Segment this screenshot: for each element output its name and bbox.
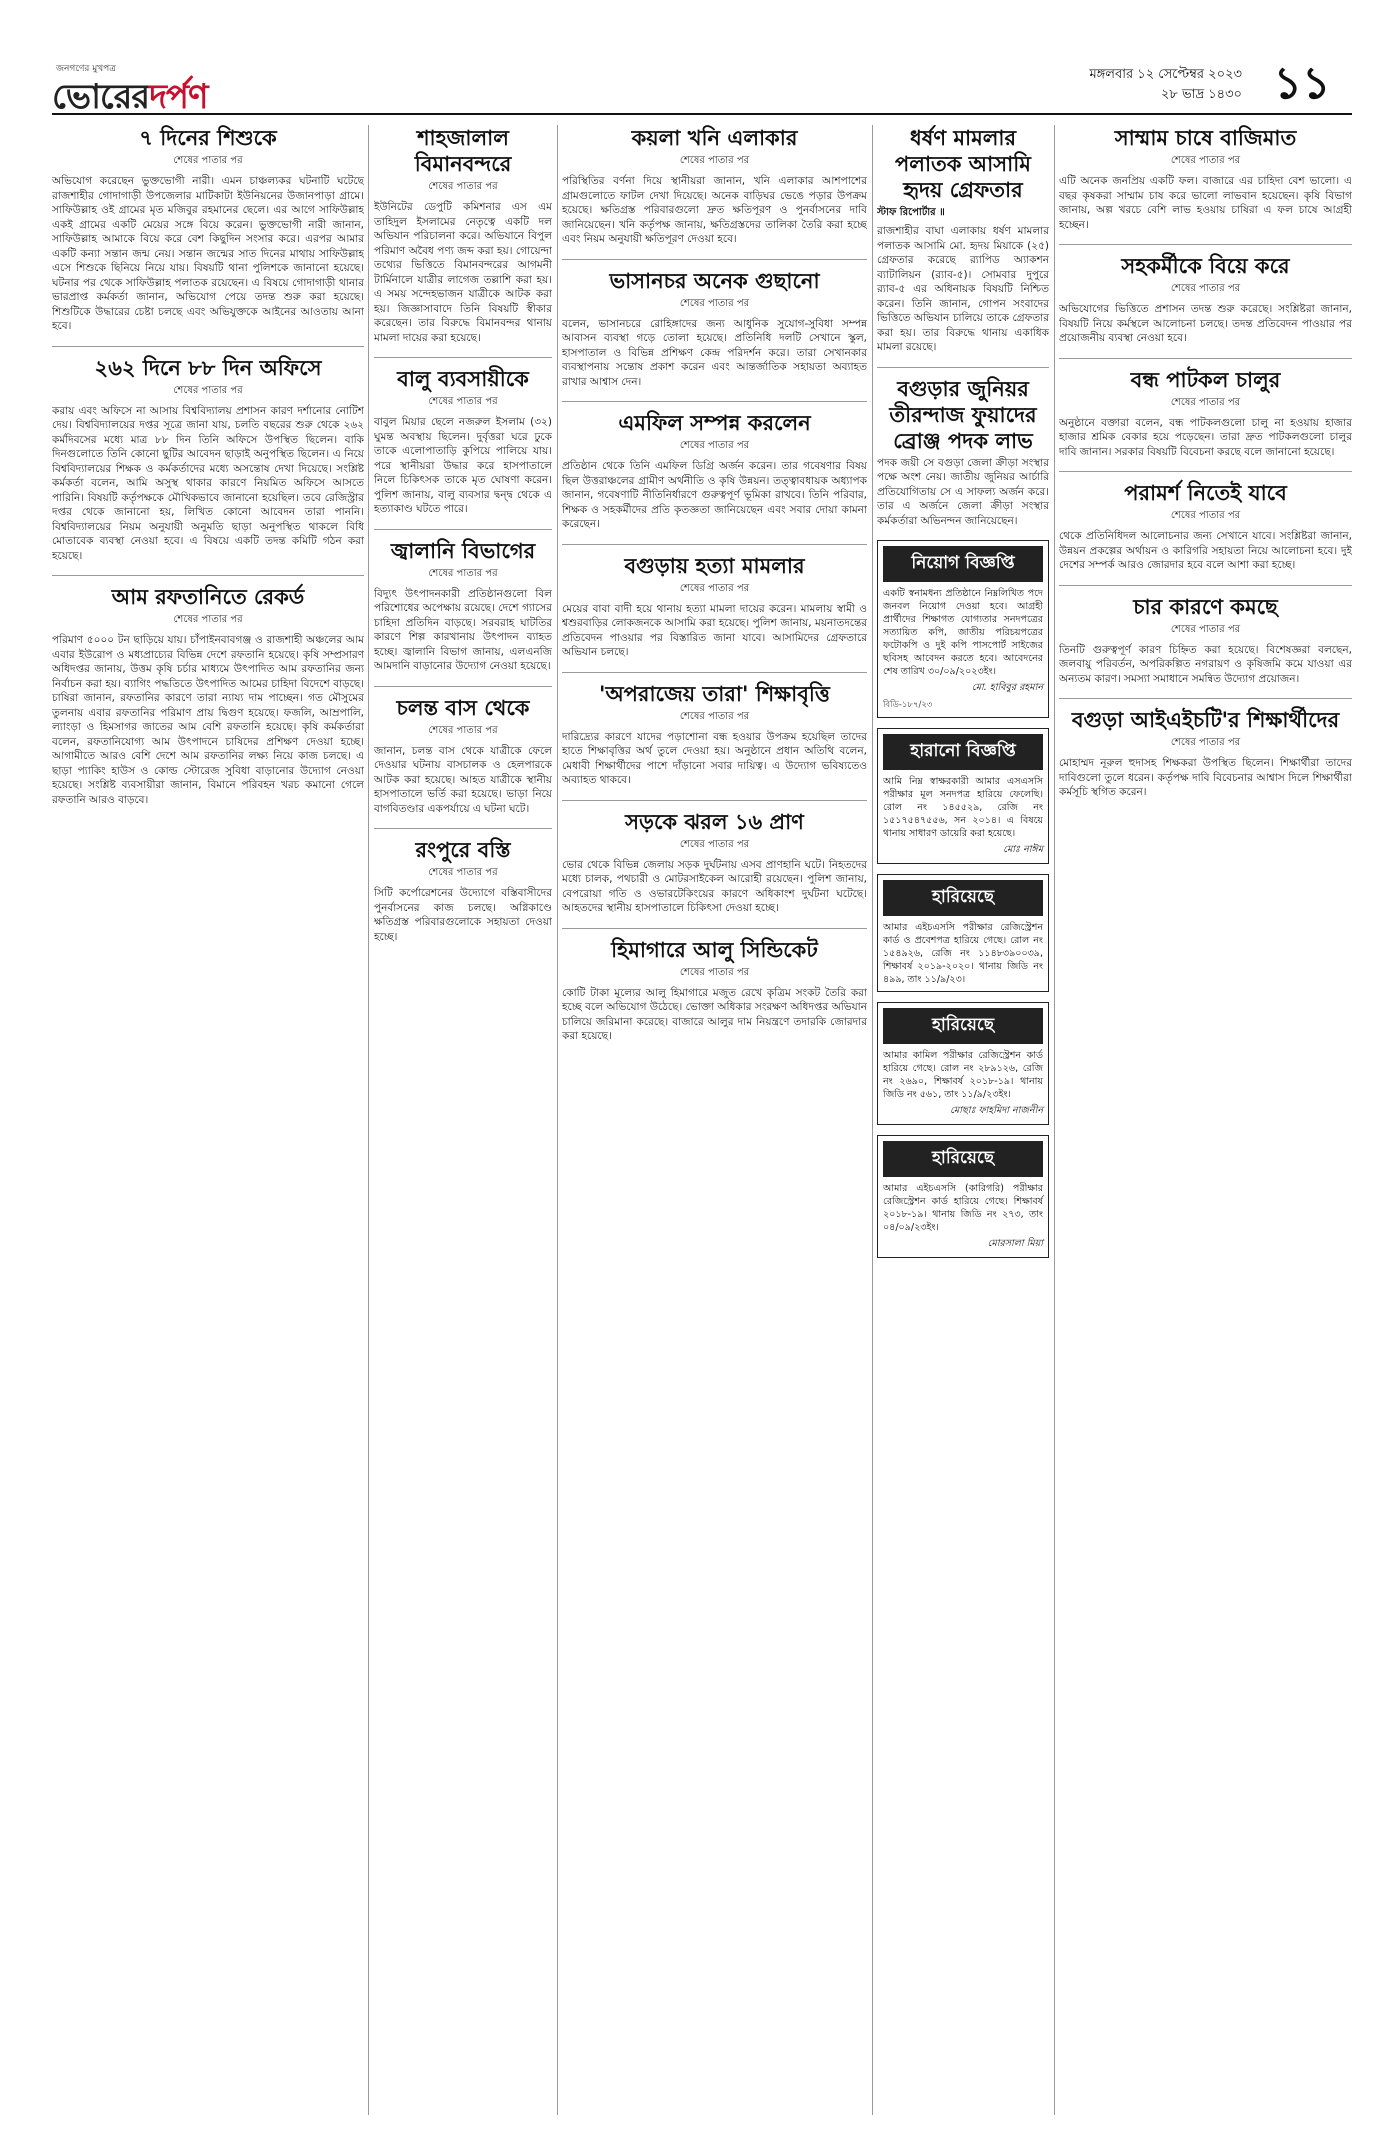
news-story	[1059, 125, 1352, 232]
story-headline: 'অপরাজেয় তারা' শিক্ষাবৃত্তি	[599, 680, 830, 706]
newspaper-logo	[52, 61, 287, 117]
story-separator	[1059, 358, 1352, 359]
story-separator	[562, 672, 867, 673]
story-headline: বগুড়ায় হত্যা মামলার	[624, 552, 805, 578]
classified-ad-body: আমি নিম্ন স্বাক্ষরকারী আমার এসএসসি পরীক্ষার মূল সনদপত্র হারিয়ে ফেলেছি। রোল নং ১৪৫৫২৯, রেজি নং ১৫১৭৫৪৭৫৫৬, সন ২০১৪। এ বিষয়ে থানায় সাধারণ ডায়েরি করা হয়েছে।	[883, 776, 1043, 839]
story-separator	[877, 367, 1049, 368]
column-divider	[557, 125, 558, 2115]
story-body: অনুষ্ঠানে বক্তারা বলেন, বন্ধ পাটকলগুলো চালু না হওয়ায় হাজার হাজার শ্রমিক বেকার হয়ে পড়েছেন। তারা দ্রুত পাটকলগুলো চালুর দাবি জানান। সরকার বিষয়টি বিবেচনা করছে বলে জানানো হয়েছে।	[1059, 416, 1352, 458]
story-body: পরিমাণ ৫০০০ টন ছাড়িয়ে যায়। চাঁপাইনবাবগঞ্জ ও রাজশাহী অঞ্চলের আম এবার ইউরোপ ও মধ্যপ্রাচ্যের বিভিন্ন দেশে রফতানি হয়েছে। কৃষি সম্প্রসারণ অধিদপ্তর জানায়, উত্তম কৃষি চর্চার মাধ্যমে উৎপাদিত আম রফতানির জন্য নির্বাচন করা হয়। ব্যাগিং পদ্ধতিতে উৎপাদিত আমের চাহিদা বিদেশে বাড়ছে। চাষিরা জানান, রফতানির কারণে তারা ন্যায্য দাম পাচ্ছেন। গত মৌসুমের তুলনায় এবার রফতানির পরিমাণ প্রায় দ্বিগুণ হয়েছে। ফজলি, আম্রপালি, ল্যাংড়া ও হিমসাগর জাতের আম বেশি রফতানি হয়েছে। কৃষি কর্মকর্তারা বলেন, রফতানিযোগ্য আম উৎপাদনে চাষিদের প্রশিক্ষণ দেওয়া হচ্ছে। আগামীতে আরও বেশি দেশে আম রফতানির লক্ষ্য নিয়ে কাজ চলছে। এ ছাড়া প্যাকিং হাউস ও কোল্ড স্টোরেজ সুবিধা বাড়ানোর উদ্যোগ নেওয়া হয়েছে। সংশ্লিষ্ট ব্যবসায়ীরা জানান, বিমানে পরিবহন খরচ কমানো গেলে রফতানি আরও বাড়বে।	[52, 634, 364, 806]
classified-ad-title: হারানো বিজ্ঞপ্তি	[883, 734, 1043, 770]
classified-ad-body: আমার কামিল পরীক্ষার রেজিস্ট্রেশন কার্ড হারিয়ে গেছে। রোল নং ২৮৯১২৬, রেজি নং ২৬৯০, শিক্ষাবর্ষ ২০১৮-১৯। থানায় জিডি নং ৫৬১, তাং ১১/৯/২৩ইং।	[883, 1050, 1043, 1100]
story-separator	[52, 575, 364, 576]
story-jump-line: শেষের পাতার পর	[679, 966, 750, 978]
story-body: এটি অনেক জনপ্রিয় একটি ফল। বাজারে এর চাহিদা বেশ ভালো। এ বছর কৃষকরা সাম্মাম চাষ করে ভালো লাভবান হয়েছেন। কৃষি বিভাগ জানায়, অল্প খরচে বেশি লাভ হওয়ায় চাষিরা এ ফল চাষে আগ্রহী হচ্ছেন।	[1059, 175, 1352, 231]
story-jump-line: শেষের পাতার পর	[173, 155, 243, 166]
story-jump-line: শেষের পাতার পর	[428, 724, 498, 736]
story-body: ভোর থেকে বিভিন্ন জেলায় সড়ক দুর্ঘটনায় এসব প্রাণহানি ঘটে। নিহতদের মধ্যে চালক, পথচারী ও মোটরসাইকেল আরোহী রয়েছেন। পুলিশ জানায়, বেপরোয়া গতি ও ওভারটেকিংয়ের কারণে অধিকাংশ দুর্ঘটনা ঘটেছে। আহতদের স্থানীয় হাসপাতালে চিকিৎসা দেওয়া হচ্ছে।	[562, 858, 867, 914]
story-jump-line: শেষের পাতার পর	[428, 567, 498, 579]
classified-ad-signature: মোঃ নাঈম	[1003, 844, 1043, 855]
story-separator	[1059, 698, 1352, 699]
column-4	[877, 125, 1049, 2115]
story-headline: সড়কে ঝরল ১৬ প্রাণ	[625, 808, 804, 834]
news-story	[877, 125, 1049, 355]
story-body: প্রতিষ্ঠান থেকে তিনি এমফিল ডিগ্রি অর্জন করেন। তার গবেষণার বিষয় ছিল উত্তরাঞ্চলের গ্রামীণ অর্থনীতি ও কৃষি উন্নয়ন। তত্ত্বাবধায়ক অধ্যাপক জানান, গবেষণাটি নীতিনির্ধারণে গুরুত্বপূর্ণ ভূমিকা রাখবে। তিনি পরিবার, শিক্ষক ও সহকর্মীদের প্রতি কৃতজ্ঞতা জানিয়েছেন এবং সবার দোয়া কামনা করেছেন।	[562, 460, 867, 530]
news-story	[562, 681, 867, 788]
story-body: পদক জয়ী সে বগুড়া জেলা ক্রীড়া সংস্থার পক্ষে অংশ নেয়। জাতীয় জুনিয়র আর্চারি প্রতিযোগিতায় সে এ সাফল্য অর্জন করে। তার এ অর্জনে জেলা ক্রীড়া সংস্থার কর্মকর্তারা অভিনন্দন জানিয়েছেন।	[877, 456, 1049, 527]
story-separator	[562, 800, 867, 801]
news-story	[1059, 253, 1352, 346]
story-jump-line: শেষের পাতার পর	[173, 384, 243, 396]
logo-wordmark	[52, 71, 208, 128]
story-headline: হিমাগারে আলু সিন্ডিকেট	[611, 936, 818, 962]
classified-ad	[877, 1002, 1049, 1125]
story-headline: পরামর্শ নিতেই যাবে	[1124, 480, 1287, 505]
story-body: বাবুল মিয়ার ছেলে নজরুল ইসলাম (৩২) ঘুমন্ত অবস্থায় ছিলেন। দুর্বৃত্তরা ঘরে ঢুকে তাকে এলোপাতাড়ি কুপিয়ে পালিয়ে যায়। পরে স্থানীয়রা উদ্ধার করে হাসপাতালে নিলে চিকিৎসক তাকে মৃত ঘোষণা করেন। পুলিশ জানায়, বালু ব্যবসার দ্বন্দ্ব থেকে এ হত্যাকাণ্ড ঘটতে পারে।	[374, 416, 552, 515]
classified-ad-title: নিয়োগ বিজ্ঞপ্তি	[883, 546, 1043, 582]
date-gregorian: মঙ্গলবার ১২ সেপ্টেম্বর ২০২৩	[1089, 67, 1242, 82]
story-headline: চলন্ত বাস থেকে	[396, 694, 530, 720]
news-story	[562, 553, 867, 660]
story-separator	[562, 544, 867, 545]
story-jump-line: শেষের পাতার পর	[679, 838, 750, 850]
column-divider	[368, 125, 369, 2115]
classified-ad-body: আমার এইচএসসি (কারিগরি) পরীক্ষার রেজিস্ট্রেশন কার্ড হারিয়ে গেছে। শিক্ষাবর্ষ ২০১৮-১৯। থানায় জিডি নং ২৭৩, তাং ০৪/০৯/২৩ইং।	[883, 1183, 1043, 1233]
story-headline: বগুড়ার জুনিয়র তীরন্দাজ ফুয়াদের ব্রোঞ্জ পদক লাভ	[889, 375, 1037, 453]
news-story	[1059, 367, 1352, 460]
story-byline: স্টাফ রিপোর্টার ॥	[877, 207, 945, 218]
story-body: বলেন, ভাসানচরে রোহিঙ্গাদের জন্য আধুনিক সুযোগ-সুবিধা সম্পন্ন আবাসন ব্যবস্থা গড়ে তোলা হয়েছে। প্রতিনিধি দলটি সেখানে স্কুল, হাসপাতাল ও বিভিন্ন প্রশিক্ষণ কেন্দ্র পরিদর্শন করে। তারা সেখানকার ব্যবস্থাপনায় সন্তোষ প্রকাশ করেন এবং আন্তর্জাতিক সহায়তা অব্যাহত রাখার আশ্বাস দেন।	[562, 317, 867, 388]
story-jump-line: শেষের পাতার পর	[1170, 283, 1241, 294]
story-jump-line: শেষের পাতার পর	[679, 440, 750, 451]
story-separator	[1059, 244, 1352, 245]
story-headline: এমফিল সম্পন্ন করলেন	[618, 410, 811, 435]
story-headline: বালু ব্যবসায়ীকে	[397, 366, 529, 391]
story-separator	[374, 529, 552, 530]
story-jump-line: শেষের পাতার পর	[1170, 155, 1241, 166]
story-jump-line: শেষের পাতার পর	[1170, 737, 1241, 748]
column-divider	[872, 125, 873, 2115]
story-headline: ধর্ষণ মামলার পলাতক আসামি হৃদয় গ্রেফতার	[895, 125, 1031, 202]
story-headline: শাহজালাল বিমানবন্দরে	[414, 125, 512, 176]
story-headline: ৭ দিনের শিশুকে	[139, 125, 277, 150]
story-separator	[562, 928, 867, 929]
story-body: মেয়ের বাবা বাদী হয়ে থানায় হত্যা মামলা দায়ের করেন। মামলায় স্বামী ও শ্বশুরবাড়ির লোকজনকে আসামি করা হয়েছে। পুলিশ জানায়, ময়নাতদন্তের প্রতিবেদন পাওয়ার পর বিস্তারিত জানা যাবে। আসামিদের গ্রেফতারে অভিযান চলছে।	[562, 602, 867, 658]
issue-date	[1089, 65, 1242, 105]
news-story	[877, 376, 1049, 529]
logo-part-2: দর্পণ	[149, 77, 208, 117]
story-body: বিদ্যুৎ উৎপাদনকারী প্রতিষ্ঠানগুলো বিল পরিশোধের অপেক্ষায় রয়েছে। দেশে গ্যাসের চাহিদা প্রতিদিন বাড়ছে। সরবরাহ ঘাটতির কারণে শিল্প কারখানায় উৎপাদন ব্যাহত হচ্ছে। জ্বালানি বিভাগ জানায়, এলএনজি আমদানি বাড়ানোর উদ্যোগ নেওয়া হয়েছে।	[374, 587, 552, 672]
news-story	[52, 584, 364, 807]
classified-ad-code: বিডি-১৮৭/২৩	[883, 700, 933, 710]
column-1	[52, 125, 364, 2115]
story-body: তিনটি গুরুত্বপূর্ণ কারণ চিহ্নিত করা হয়েছে। বিশেষজ্ঞরা বলছেন, জলবায়ু পরিবর্তন, অপরিকল্পিত নগরায়ণ ও কৃষিজমি কমে যাওয়া এর অন্যতম কারণ। সমস্যা সমাধানে সমন্বিত উদ্যোগ প্রয়োজন।	[1059, 643, 1352, 685]
story-headline: চার কারণে কমছে	[1133, 593, 1278, 619]
story-body: থেকে প্রতিনিধিদল আলোচনার জন্য সেখানে যাবে। সংশ্লিষ্টরা জানান, উন্নয়ন প্রকল্পের অর্থায়ন ও কারিগরি সহায়তা নিয়ে আলোচনা হবে। দুই দেশের সম্পর্ক আরও জোরদার হবে বলে আশা করা হচ্ছে।	[1059, 530, 1352, 571]
story-body: ইউনিটের ডেপুটি কমিশনার এস এম তাহিদুল ইসলামের নেতৃত্বে একটি দল অভিযান পরিচালনা করে। অভিযানে বিপুল পরিমাণ অবৈধ পণ্য জব্দ করা হয়। গোয়েন্দা তথ্যের ভিত্তিতে বিমানবন্দরের আগমনী টার্মিনালে যাত্রীর লাগেজ তল্লাশি করা হয়। এ সময় সন্দেহভাজন যাত্রীকে আটক করা হয়। জিজ্ঞাসাবাদে তিনি বিষয়টি স্বীকার করেছেন। তার বিরুদ্ধে বিমানবন্দর থানায় মামলা দায়ের করা হয়েছে।	[374, 201, 552, 344]
classified-ad	[877, 874, 1049, 992]
news-story	[374, 695, 552, 817]
story-headline: রংপুরে বস্তি	[415, 837, 511, 862]
story-body: মোহাম্মদ নূরুল হুদাসহ শিক্ষকরা উপস্থিত ছিলেন। শিক্ষার্থীরা তাদের দাবিগুলো তুলে ধরেন। কর্তৃপক্ষ দাবি বিবেচনার আশ্বাস দিলে শিক্ষার্থীরা কর্মসূচি স্থগিত করেন।	[1059, 757, 1352, 798]
story-jump-line: শেষের পাতার পর	[428, 181, 498, 192]
story-separator	[374, 357, 552, 358]
story-jump-line: শেষের পাতার পর	[679, 297, 750, 309]
story-body: সিটি কর্পোরেশনের উদ্যোগে বস্তিবাসীদের পুনর্বাসনের কাজ চলছে। অগ্নিকাণ্ডে ক্ষতিগ্রস্ত পরিবারগুলোকে সহায়তা দেওয়া হচ্ছে।	[374, 887, 552, 943]
story-jump-line: শেষের পাতার পর	[1170, 396, 1241, 408]
classified-ad-signature: মো. হাবিবুর রহমান	[971, 682, 1043, 693]
story-headline: আম রফতানিতে রেকর্ড	[111, 584, 305, 609]
story-jump-line: শেষের পাতার পর	[1170, 510, 1241, 521]
news-story	[374, 125, 552, 345]
story-jump-line: শেষের পাতার পর	[679, 710, 750, 722]
news-story	[52, 125, 364, 334]
classified-ad	[877, 1135, 1049, 1258]
story-headline: জ্বালানি বিভাগের	[390, 537, 536, 563]
story-body: অভিযোগ করেছেন ভুক্তভোগী নারী। এমন চাঞ্চল্যকর ঘটনাটি ঘটেছে রাজশাহীর গোদাগাড়ী উপজেলার মাটিকাটা ইউনিয়নের উজানপাড়া গ্রামে। সাফিউল্লাহ ওই গ্রামের মৃত মজিবুর রহমানের ছেলে। এর আগে সাফিউল্লাহ একই গ্রামের একটি মেয়ের সঙ্গে বিয়ে করেন। ভুক্তভোগী নারী জানান, সাফিউল্লাহ আমাকে বিয়ে করে বেশ কিছুদিন সংসার করে। এরপর আমার একটি কন্যা সন্তান জন্ম নেয়। সন্তান জন্মের সাত দিনের মাথায় সাফিউল্লাহ এসে শিশুকে ছিনিয়ে নিয়ে যায়। বিষয়টি থানা পুলিশকে জানানো হয়েছে। ঘটনার পর থেকে সাফিউল্লাহ পলাতক রয়েছেন। এ বিষয়ে গোদাগাড়ী থানার ভারপ্রাপ্ত কর্মকর্তা জানান, অভিযোগ পেয়ে তদন্ত শুরু করা হয়েছে। শিশুটিকে উদ্ধারের চেষ্টা চলছে এবং অভিযুক্তকে আইনের আওতায় আনা হবে।	[52, 175, 364, 332]
story-separator	[562, 401, 867, 402]
classified-ad-title: হারিয়েছে	[883, 1141, 1043, 1177]
classified-ad-signature: মোরসালা মিয়া	[987, 1238, 1043, 1249]
classified-ad-title: হারিয়েছে	[883, 880, 1043, 916]
classified-ad-title: হারিয়েছে	[883, 1008, 1043, 1044]
story-body: কোটি টাকা মূল্যের আলু হিমাগারে মজুত রেখে কৃত্রিম সংকট তৈরি করা হচ্ছে বলে অভিযোগ উঠেছে। ভোক্তা অধিকার সংরক্ষণ অধিদপ্তর অভিযান চালিয়ে জরিমানা করেছে। বাজারে আলুর দাম নিয়ন্ত্রণে তদারকি জোরদার করা হয়েছে।	[562, 986, 867, 1042]
story-separator	[1059, 585, 1352, 586]
story-jump-line: শেষের পাতার পর	[679, 582, 750, 594]
classified-ad-body: আমার এইচএসসি পরীক্ষার রেজিস্ট্রেশন কার্ড ও প্রবেশপত্র হারিয়ে গেছে। রোল নং ১৫৪৯২৬, রেজি নং ১১৪৮৩৯০০৩৯, শিক্ষাবর্ষ ২০১৯-২০২০। থানায় জিডি নং ৪৯৯, তাং ১১/৯/২৩।	[883, 922, 1043, 985]
column-divider	[1054, 125, 1055, 2115]
story-separator	[374, 686, 552, 687]
story-headline: ভাসানচর অনেক গুছানো	[609, 267, 820, 293]
logo-part-1: ভোরের	[52, 77, 150, 117]
news-story	[562, 268, 867, 390]
story-separator	[1059, 471, 1352, 472]
classified-ad-body: একটি স্বনামধন্য প্রতিষ্ঠানে নিম্নলিখিত পদে জনবল নিয়োগ দেওয়া হবে। আগ্রহী প্রার্থীদের শিক্ষাগত যোগ্যতার সনদপত্রের সত্যায়িত কপি, জাতীয় পরিচয়পত্রের ফটোকপি ও দুই কপি পাসপোর্ট সাইজের ছবিসহ আবেদন করতে হবে। আবেদনের শেষ তারিখ ৩০/০৯/২০২৩ইং।	[883, 588, 1043, 677]
news-story	[562, 410, 867, 532]
news-story	[374, 366, 552, 517]
news-story	[1059, 594, 1352, 687]
story-headline: বন্ধ পাটকল চালুর	[1130, 366, 1281, 392]
story-jump-line: শেষের পাতার পর	[428, 396, 498, 407]
story-headline: সহকর্মীকে বিয়ে করে	[1121, 253, 1290, 278]
story-body: দারিদ্র্যের কারণে যাদের পড়াশোনা বন্ধ হওয়ার উপক্রম হয়েছিল তাদের হাতে শিক্ষাবৃত্তির অর্থ তুলে দেওয়া হয়। অনুষ্ঠানে প্রধান অতিথি বলেন, মেধাবী শিক্ষার্থীদের পাশে দাঁড়ানো সবার দায়িত্ব। এ উদ্যোগ ভবিষ্যতেও অব্যাহত থাকবে।	[562, 730, 867, 786]
classified-ad	[877, 540, 1049, 718]
story-separator	[374, 828, 552, 829]
story-body: অভিযোগের ভিত্তিতে প্রশাসন তদন্ত শুরু করেছে। সংশ্লিষ্টরা জানান, বিষয়টি নিয়ে কর্মস্থলে আলোচনা চলছে। তদন্ত প্রতিবেদন পাওয়ার পর প্রয়োজনীয় ব্যবস্থা নেওয়া হবে।	[1059, 303, 1352, 344]
news-story	[374, 538, 552, 674]
article-columns	[52, 125, 1352, 2115]
column-2	[374, 125, 552, 2115]
news-story	[1059, 707, 1352, 800]
column-3	[562, 125, 867, 2115]
story-body: করায় এবং অফিসে না আসায় বিশ্ববিদ্যালয় প্রশাসন কারণ দর্শানোর নোটিশ দেয়। বিশ্ববিদ্যালয়ের দপ্তর সূত্রে জানা যায়, চলতি বছরের শুরু থেকে ২৬২ কর্মদিবসের মধ্যে মাত্র ৮৮ দিন তিনি অফিসে উপস্থিত ছিলেন। বাকি দিনগুলোতে তিনি কোনো ছুটির আবেদন ছাড়াই অনুপস্থিত ছিলেন। এ নিয়ে বিশ্ববিদ্যালয়ের শিক্ষক ও কর্মকর্তাদের মধ্যে অসন্তোষ দেখা দিয়েছে। সংশ্লিষ্ট কর্মকর্তা বলেন, আমি অসুস্থ থাকার কারণে নিয়মিত অফিসে আসতে পারিনি। বিষয়টি কর্তৃপক্ষকে মৌখিকভাবে জানানো হয়েছিল। তবে রেজিস্ট্রার দপ্তর থেকে জানানো হয়, লিখিত কোনো আবেদন তারা পাননি। বিশ্ববিদ্যালয়ের নিয়ম অনুযায়ী অনুমতি ছাড়া অনুপস্থিত থাকলে বিধি মোতাবেক ব্যবস্থা নেওয়া হবে। এ বিষয়ে একটি তদন্ত কমিটি গঠন করা হয়েছে।	[52, 404, 364, 562]
story-jump-line: শেষের পাতার পর	[679, 155, 750, 166]
story-headline: কয়লা খনি এলাকার	[631, 125, 798, 150]
column-5	[1059, 125, 1352, 2115]
news-story	[52, 355, 364, 564]
story-headline: ২৬২ দিনে ৮৮ দিন অফিসে	[94, 354, 322, 380]
story-separator	[562, 259, 867, 260]
logo-tagline: জনগণের মুখপত্র	[56, 64, 116, 74]
newspaper-page	[52, 55, 1352, 2115]
story-jump-line: শেষের পাতার পর	[428, 867, 498, 878]
story-separator	[52, 346, 364, 347]
news-story	[374, 837, 552, 944]
story-body: রাজশাহীর বাঘা এলাকায় ধর্ষণ মামলার পলাতক আসামি মো. হৃদয় মিয়াকে (২৫) গ্রেফতার করেছে র‍্যাপিড অ্যাকশন ব্যাটালিয়ন (র‍্যাব-৫)। সোমবার দুপুরে র‍্যাব-৫ এর অধিনায়ক বিষয়টি নিশ্চিত করেন। তিনি জানান, গোপন সংবাদের ভিত্তিতে অভিযান চালিয়ে তাকে গ্রেফতার করা হয়। তার বিরুদ্ধে থানায় একাধিক মামলা রয়েছে।	[877, 225, 1049, 353]
story-headline: বগুড়া আইএইচটি'র শিক্ষার্থীদের	[1071, 707, 1340, 732]
date-bengali: ২৮ ভাদ্র ১৪৩০	[1160, 87, 1242, 102]
news-story	[562, 937, 867, 1044]
classified-ad	[877, 728, 1049, 864]
story-body: পরিস্থিতির বর্ণনা দিয়ে স্থানীয়রা জানান, খনি এলাকার আশপাশের গ্রামগুলোতে ফাটল দেখা দিয়েছে। অনেক বাড়িঘর ভেঙে পড়ার উপক্রম হয়েছে। ক্ষতিগ্রস্ত পরিবারগুলো দ্রুত ক্ষতিপূরণ ও পুনর্বাসনের দাবি জানিয়েছেন। খনি কর্তৃপক্ষ জানায়, ক্ষতিগ্রস্তদের তালিকা তৈরি করা হচ্ছে এবং নিয়ম অনুযায়ী ক্ষতিপূরণ দেওয়া হবে।	[562, 175, 867, 245]
news-story	[562, 809, 867, 916]
story-jump-line: শেষের পাতার পর	[1170, 623, 1241, 635]
story-headline: সাম্মাম চাষে বাজিমাত	[1114, 125, 1297, 150]
story-jump-line: শেষের পাতার পর	[173, 614, 243, 625]
classified-ad-signature: মোছাঃ ফাহমিদা নাজনীন	[950, 1105, 1043, 1116]
story-body: জানান, চলন্ত বাস থেকে যাত্রীকে ফেলে দেওয়ার ঘটনায় বাসচালক ও হেলপারকে আটক করা হয়েছে। আহত যাত্রীকে স্থানীয় হাসপাতালে ভর্তি করা হয়েছে। ভাড়া নিয়ে বাগবিতণ্ডার একপর্যায়ে এ ঘটনা ঘটে।	[374, 744, 552, 815]
news-story	[1059, 480, 1352, 573]
news-story	[562, 125, 867, 247]
page-number: ১১	[1273, 58, 1331, 109]
masthead	[52, 55, 1352, 115]
